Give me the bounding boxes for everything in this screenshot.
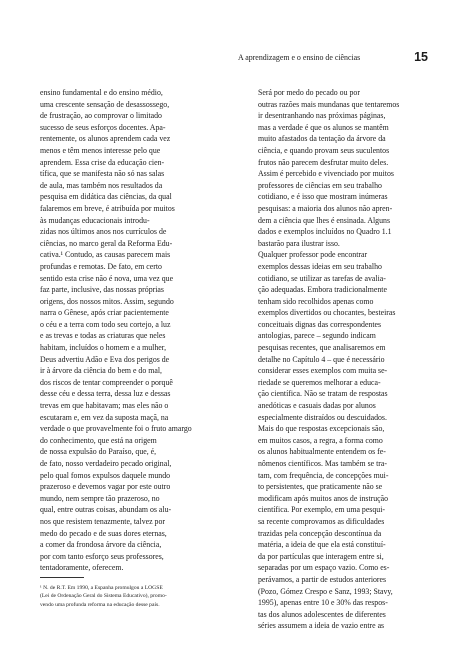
left-column-line: prazeroso e devemos vagar por este outro <box>40 482 171 492</box>
right-column-line: séries assumem a ideia de vazio entre as <box>258 621 385 631</box>
right-column-line: dados e exemplos incluídos no Quadro 1.1 <box>258 227 392 237</box>
left-column-line: ciências, no marco geral da Reforma Edu- <box>40 238 173 248</box>
right-column-line: riedade se queremos melhorar a educa- <box>258 377 381 387</box>
right-column-line: outras razões mais mundanas que tentaremos <box>258 99 400 109</box>
left-column-line: o céu e a terra com todo seu cortejo, a luz <box>40 319 171 329</box>
right-column-line: exemplos divertidos ou chocantes, besteiras <box>258 308 396 318</box>
right-column-line: pesquisas recentes, que analisaremos em <box>258 343 386 353</box>
right-column-line: tam, com frequência, de concepções mui- <box>258 470 389 480</box>
left-column-line: ir à árvore da ciência do bem e do mal, <box>40 366 162 376</box>
footnote-divider <box>40 577 84 578</box>
left-column-line: falaremos em breve, é atribuída por muitos <box>40 203 175 213</box>
right-column-line: sa recente comprovamos as dificuldades <box>258 516 385 526</box>
right-column-line: dem a ciência que lhes é ensinada. Alguns <box>258 215 390 225</box>
left-column-line: uma crescente sensação de desassossego, <box>40 99 170 109</box>
left-column-line: Deus advertiu Adão e Eva dos perigos de <box>40 354 170 364</box>
right-column-line: da por partículas que interagem entre si, <box>258 551 384 561</box>
right-column-line: modificam após muitos anos de instrução <box>258 493 389 503</box>
right-column-line: cotidiano, se utilizar as tarefas de avalia- <box>258 273 386 283</box>
left-column-line: tífica, que se manifesta não só nas salas <box>40 169 165 179</box>
left-column-line: medo do pecado e de suas dores eternas, <box>40 528 167 538</box>
left-column-line: nos que resistem tenazmente, talvez por <box>40 516 166 526</box>
left-column-line: aprendem. Essa crise da educação cien- <box>40 157 165 167</box>
footnote-line: vendo uma profunda reforma na educação desse país. <box>40 601 160 608</box>
left-column-line: zidas nos últimos anos nos currículos de <box>40 227 167 237</box>
left-column-line: verdade o que provavelmente foi o fruto amargo <box>40 424 192 434</box>
left-column-line: de nossa expulsão do Paraíso, que, é, <box>40 447 157 457</box>
left-column-line: tentadoramente, oferecem. <box>40 563 124 573</box>
left-column-line: faz parte, inclusive, das nossas próprias <box>40 285 164 295</box>
footnote <box>40 584 220 609</box>
right-column-line: mas a verdade é que os alunos se mantêm <box>258 122 389 132</box>
left-column-line: de frustração, ao comprovar o limitado <box>40 111 162 121</box>
right-column-line: anedóticas e casuais dadas por alunos <box>258 401 376 411</box>
right-column-line: exemplos dessas ideias em seu trabalho <box>258 261 382 271</box>
right-column-line: separadas por um espaço vazio. Como es- <box>258 563 390 573</box>
running-title: A aprendizagem e o ensino de ciências <box>238 53 361 62</box>
right-column-line: to persistentes, que praticamente não se <box>258 482 383 492</box>
page-number: 15 <box>414 50 428 64</box>
right-column-line: científica. Por exemplo, em uma pesqui- <box>258 505 385 515</box>
left-column-line: e as trevas e todas as criaturas que neles <box>40 331 166 341</box>
left-column-line: pelo qual fomos expulsos daquele mundo <box>40 470 171 480</box>
right-column-line: professores de ciências em seu trabalho <box>258 180 382 190</box>
right-column-line: detalhe no Capítulo 4 – que é necessário <box>258 354 385 364</box>
right-column-line: especialmente distraídos ou descuidados. <box>258 412 387 422</box>
right-column-line: considerar esses exemplos com muita se- <box>258 366 388 376</box>
left-column-line: habitam, incluídos o homem e a mulher, <box>40 343 167 353</box>
right-column-line: conceituais dignas das correspondentes <box>258 319 382 329</box>
left-column-line: às mudanças educacionais introdu- <box>40 215 150 225</box>
left-column-line: rentemente, os alunos aprendem cada vez <box>40 134 171 144</box>
right-column-line: Será por medo do pecado ou por <box>258 88 360 97</box>
left-column-line: profundas e remotas. De fato, em certo <box>40 261 162 271</box>
left-column-line: dos riscos de tentar compreender o porquê <box>40 377 173 387</box>
left-column-line: pesquisa em didática das ciências, da qual <box>40 192 172 202</box>
left-column-line: por com tanto esforço seus professores, <box>40 551 164 561</box>
left-column-line: origens, dos nossos mitos. Assim, segundo <box>40 296 174 306</box>
left-column-line: escutaram e, em vez da suposta maçã, na <box>40 412 169 422</box>
right-column-line: bastarão para ilustrar isso. <box>258 238 340 248</box>
left-column-line: desse céu e dessa terra, dessa luz e dessas <box>40 389 171 399</box>
left-column-line: mundo, nem sempre tão prazeroso, no <box>40 493 160 503</box>
right-column-line: frutos não parecem desfrutar muito deles. <box>258 157 389 167</box>
footnote-line: (Lei de Ordenação Geral do Sistema Educativo), promo- <box>40 593 167 600</box>
footnote-line: ¹ N. de R.T. Em 1990, a Espanha promulgou a LOGSE <box>40 585 163 591</box>
right-column-line: ir desentranhando nas próximas páginas, <box>258 111 386 121</box>
right-column-line: Mais do que respostas excepcionais são, <box>258 424 385 434</box>
left-column-line: do conhecimento, que está na origem <box>40 435 157 445</box>
right-column-line: muito afastados da tentação da árvore da <box>258 134 386 144</box>
right-column-line: cotidiano, e é isso que mostram inúmeras <box>258 192 388 202</box>
right-column-line: trazidas pela concepção descontínua da <box>258 528 382 538</box>
right-column-line: (Pozo, Gómez Crespo e Sanz, 1993; Stavy, <box>258 586 393 596</box>
right-column-line: ção adequadas. Embora tradicionalmente <box>258 285 387 295</box>
left-column-line: cativa.¹ Contudo, as causas parecem mais <box>40 250 171 260</box>
right-column-line: os alunos habitualmente entendem os fe- <box>258 447 386 457</box>
left-text-column <box>40 87 210 574</box>
left-column-line: sentido esta crise não é nova, uma vez que <box>40 273 174 283</box>
running-header <box>238 50 428 66</box>
left-column-line: menos e têm menos interesse pelo que <box>40 145 161 155</box>
left-column-line: a comer da frondosa árvore da ciência, <box>40 540 162 550</box>
right-column-line: nômenos científicos. Mas também se tra- <box>258 459 387 468</box>
right-column-line: tenham sido recolhidos apenas como <box>258 296 374 306</box>
left-column-line: qual, entre outras coisas, abundam os alu- <box>40 505 172 515</box>
right-column-line: ciência, e quando provam seus suculentos <box>258 145 390 155</box>
right-column-line: tas dos alunos adolescentes de diferentes <box>258 609 386 619</box>
left-column-line: sucesso de seus esforços docentes. Apa- <box>40 122 166 132</box>
left-column-line: de fato, nosso verdadeiro pecado original, <box>40 459 172 468</box>
right-column-line: pesquisas: a maioria dos alunos não apren- <box>258 203 393 213</box>
right-column-line: Assim é percebido e vivenciado por muitos <box>258 169 394 179</box>
right-column-line: em muitos casos, a regra, a forma como <box>258 435 383 445</box>
right-column-line: matéria, a ideia de que ela está constituí- <box>258 540 386 550</box>
right-column-line: ção científica. Não se tratam de respostas <box>258 389 388 399</box>
left-column-line: narra o Gênese, após criar pacientemente <box>40 308 169 318</box>
right-text-column <box>258 87 428 632</box>
right-column-line: perávamos, a partir de estudos anteriores <box>258 574 387 584</box>
right-column-line: Qualquer professor pode encontrar <box>258 250 368 260</box>
right-column-line: antologias, parece – segundo indicam <box>258 331 376 341</box>
right-column-line: 1995), apenas entre 10 e 30% das respos- <box>258 598 388 608</box>
left-column-line: ensino fundamental e do ensino médio, <box>40 88 163 97</box>
left-column-line: de aula, mas também nos resultados da <box>40 180 163 190</box>
left-column-line: trevas em que habitavam; mas eles não o <box>40 401 169 411</box>
